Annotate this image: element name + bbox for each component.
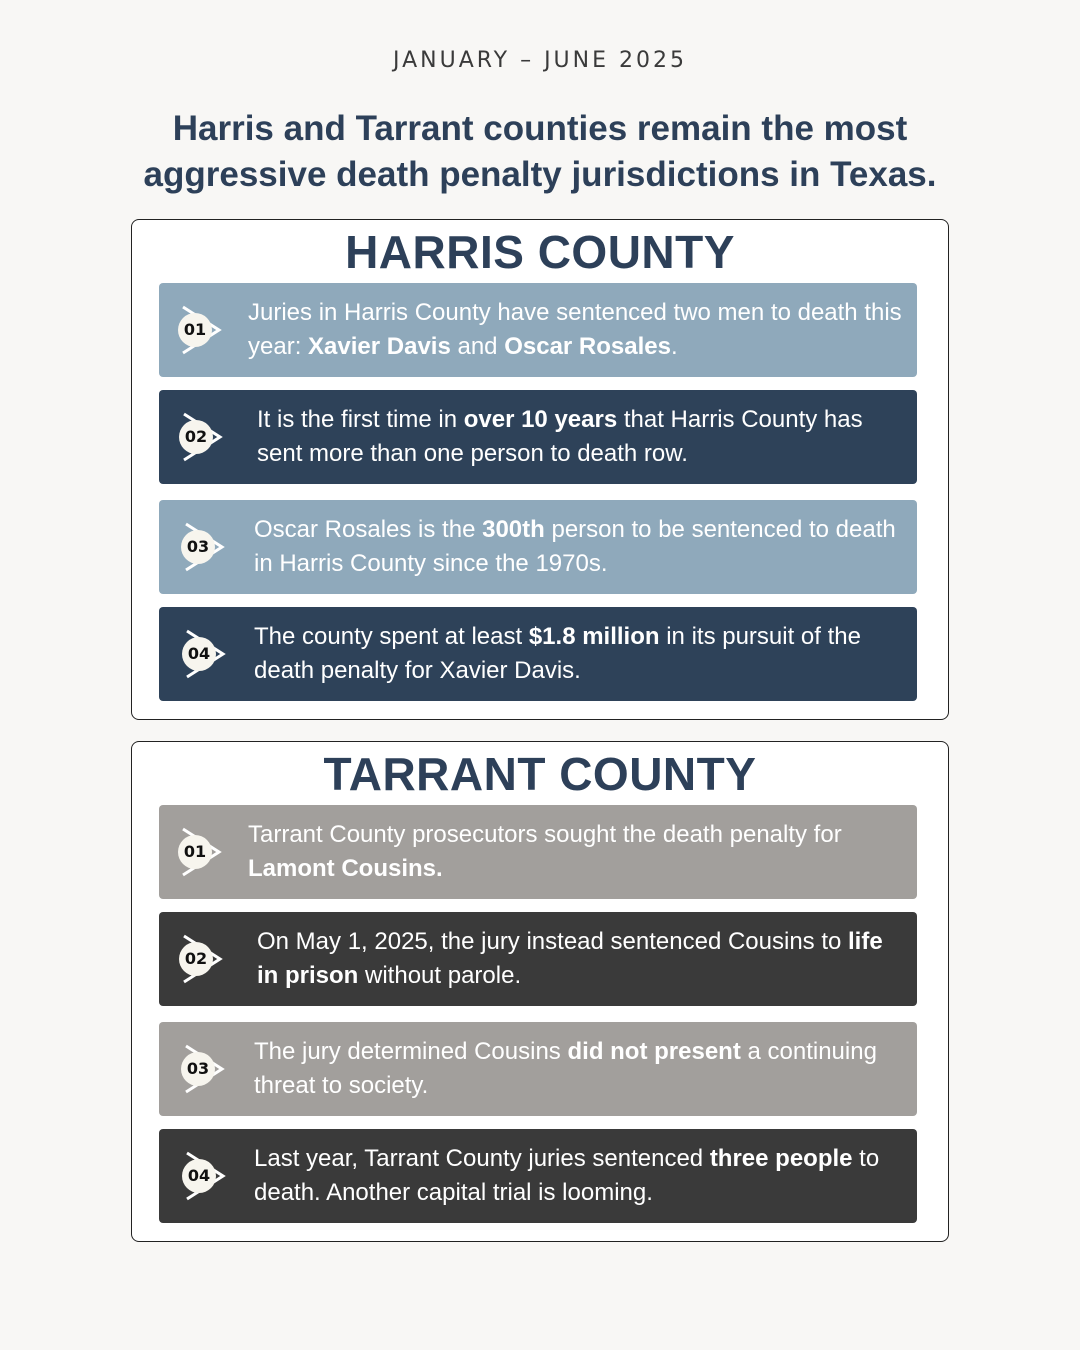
tarrant-item-3	[159, 1022, 917, 1116]
arrow-badge-icon	[179, 1145, 241, 1207]
arrow-badge-icon	[178, 1038, 240, 1100]
arrow-badge-icon	[179, 623, 241, 685]
item-number: 04	[182, 637, 216, 671]
harris-item-2-text: It is the first time in over 10 years that Harris County has sent more than one person to death row.	[257, 406, 863, 467]
tarrant-county-panel	[131, 741, 949, 1242]
tarrant-item-2-text: On May 1, 2025, the jury instead sentenced Cousins to life in prison without parole.	[257, 928, 883, 989]
tarrant-item-2	[159, 912, 917, 1006]
date-range: JANUARY – JUNE 2025	[393, 48, 687, 73]
harris-item-4	[159, 607, 917, 701]
item-number: 03	[181, 1052, 215, 1086]
tarrant-item-4-text: Last year, Tarrant County juries sentenced three people to death. Another capital trial is looming.	[254, 1145, 880, 1206]
tarrant-item-1-text: Tarrant County prosecutors sought the death penalty for Lamont Cousins.	[248, 821, 842, 882]
arrow-badge-icon	[178, 516, 240, 578]
arrow-badge-icon	[175, 299, 237, 361]
item-number: 02	[179, 942, 213, 976]
harris-county-panel	[131, 219, 949, 720]
tarrant-item-3-text: The jury determined Cousins did not present a continuing threat to society.	[254, 1038, 877, 1099]
harris-item-2	[159, 390, 917, 484]
harris-item-1	[159, 283, 917, 377]
tarrant-item-4	[159, 1129, 917, 1223]
item-number: 04	[182, 1159, 216, 1193]
harris-item-4-text: The county spent at least $1.8 million in its pursuit of the death penalty for Xavier Davis.	[254, 623, 861, 684]
item-number: 03	[181, 530, 215, 564]
arrow-badge-icon	[176, 406, 238, 468]
harris-item-3-text: Oscar Rosales is the 300th person to be sentenced to death in Harris County since the 1970s.	[254, 516, 896, 577]
item-number: 01	[178, 835, 212, 869]
arrow-badge-icon	[175, 821, 237, 883]
harris-county-title: HARRIS COUNTY	[345, 226, 735, 278]
item-number: 01	[178, 313, 212, 347]
tarrant-county-title: TARRANT COUNTY	[323, 748, 757, 800]
tarrant-item-1	[159, 805, 917, 899]
harris-item-1-text: Juries in Harris County have sentenced two men to death this year: Xavier Davis and Oscar Rosales.	[248, 299, 902, 360]
item-number: 02	[179, 420, 213, 454]
arrow-badge-icon	[176, 928, 238, 990]
harris-item-3	[159, 500, 917, 594]
headline: Harris and Tarrant counties remain the most aggressive death penalty jurisdictions in Texas.	[143, 109, 937, 194]
